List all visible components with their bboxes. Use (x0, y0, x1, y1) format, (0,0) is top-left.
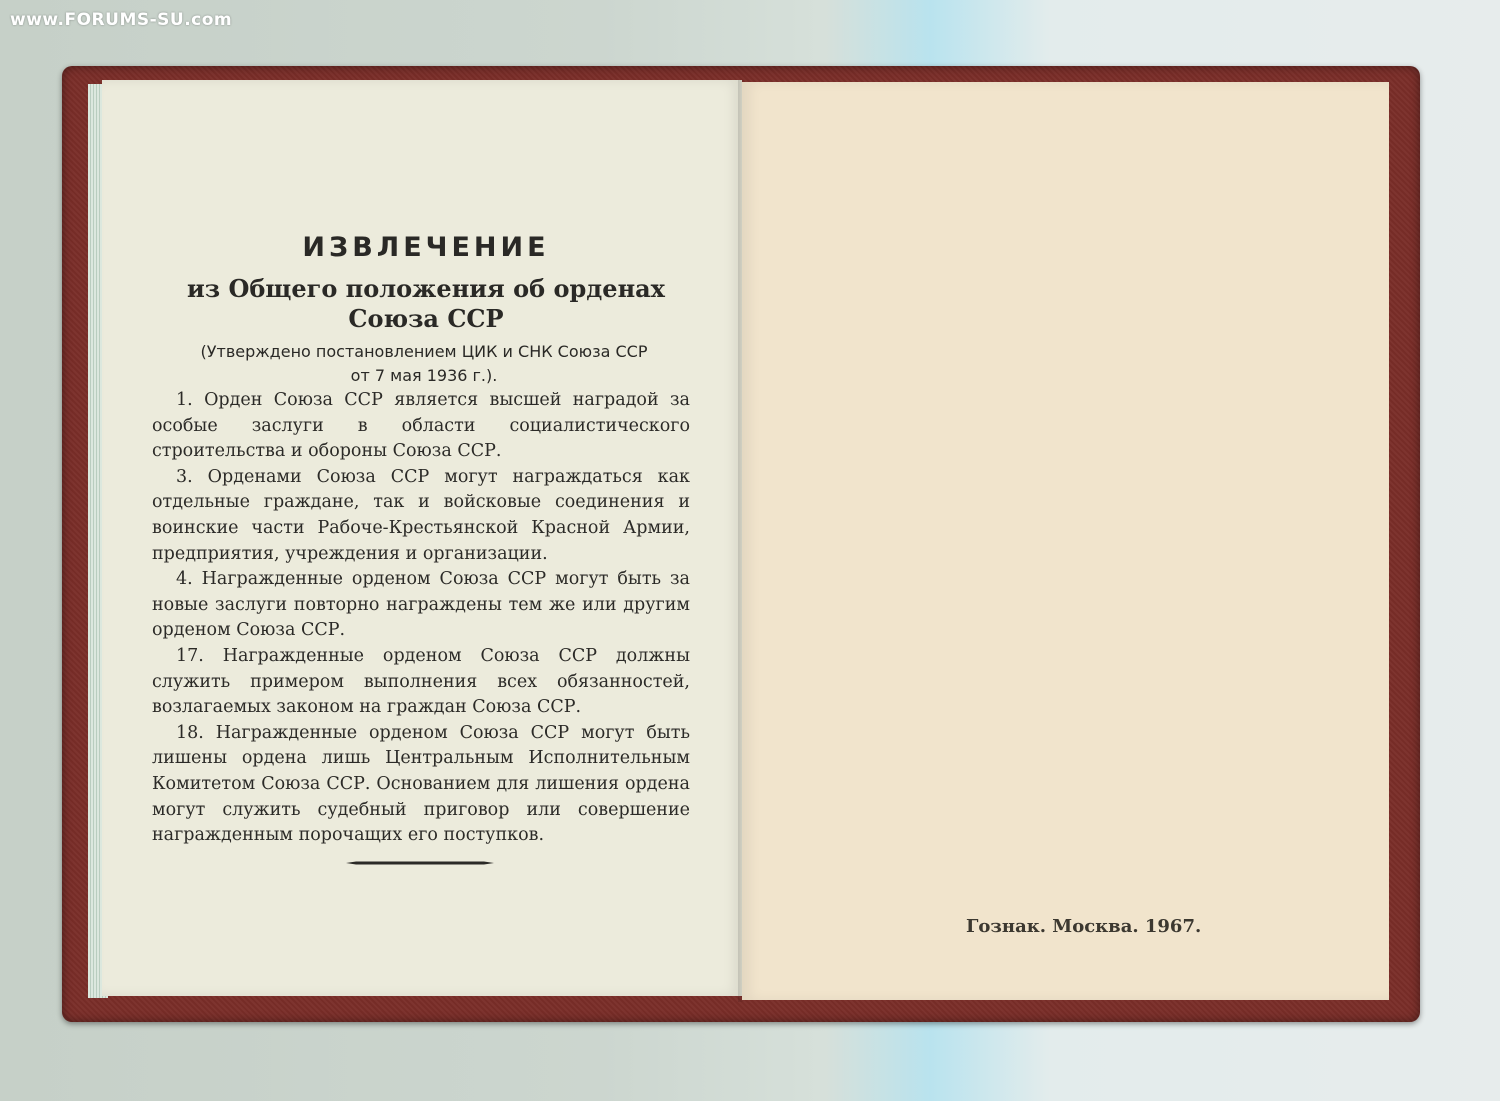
end-ornament (346, 860, 494, 866)
document-title: ИЗВЛЕЧЕНИЕ (302, 232, 550, 263)
approval-note-line-1: (Утверждено постановлением ЦИК и СНК Союза ССР (200, 342, 648, 361)
paragraph-3: 3. Орденами Союза ССР могут награждаться как отдельные граждане, так и войсковые соединения и воинские части Рабоче-Крестьянской Красной Армии, предприятия, учреждения и организации. (152, 466, 690, 564)
subtitle-line-2: Союза ССР (348, 304, 504, 333)
printer-imprint: Гознак. Москва. 1967. (966, 916, 1202, 937)
paragraph-17: 17. Награжденные орденом Союза ССР должны служить примером выполнения всех обязанностей, возлагаемых законом на граждан Союза ССР. (152, 645, 690, 718)
right-page (742, 82, 1389, 1000)
document-subtitle (106, 274, 746, 334)
paragraph-4: 4. Награжденные орденом Союза ССР могут быть за новые заслуги повторно награждены тем же или другим орденом Союза ССР. (152, 569, 690, 641)
paragraph-1: 1. Орден Союза ССР является высшей наградой за особые заслуги в области социалистического строительства и обороны Союза ССР. (152, 390, 690, 462)
subtitle-line-1: из Общего положения об орденах (186, 274, 665, 303)
left-page (102, 80, 742, 996)
watermark: www.FORUMS-SU.com (10, 10, 233, 30)
approval-note-line-2: от 7 мая 1936 г.). (350, 366, 498, 385)
approval-note (104, 340, 744, 388)
regulation-text (152, 388, 690, 849)
paragraph-18: 18. Награжденные орденом Союза ССР могут быть лишены ордена лишь Центральным Исполнительным Комитетом Союза ССР. Основанием для лишения ордена могут служить судебный приговор или совершение награжденным порочащих его поступков. (152, 722, 690, 846)
